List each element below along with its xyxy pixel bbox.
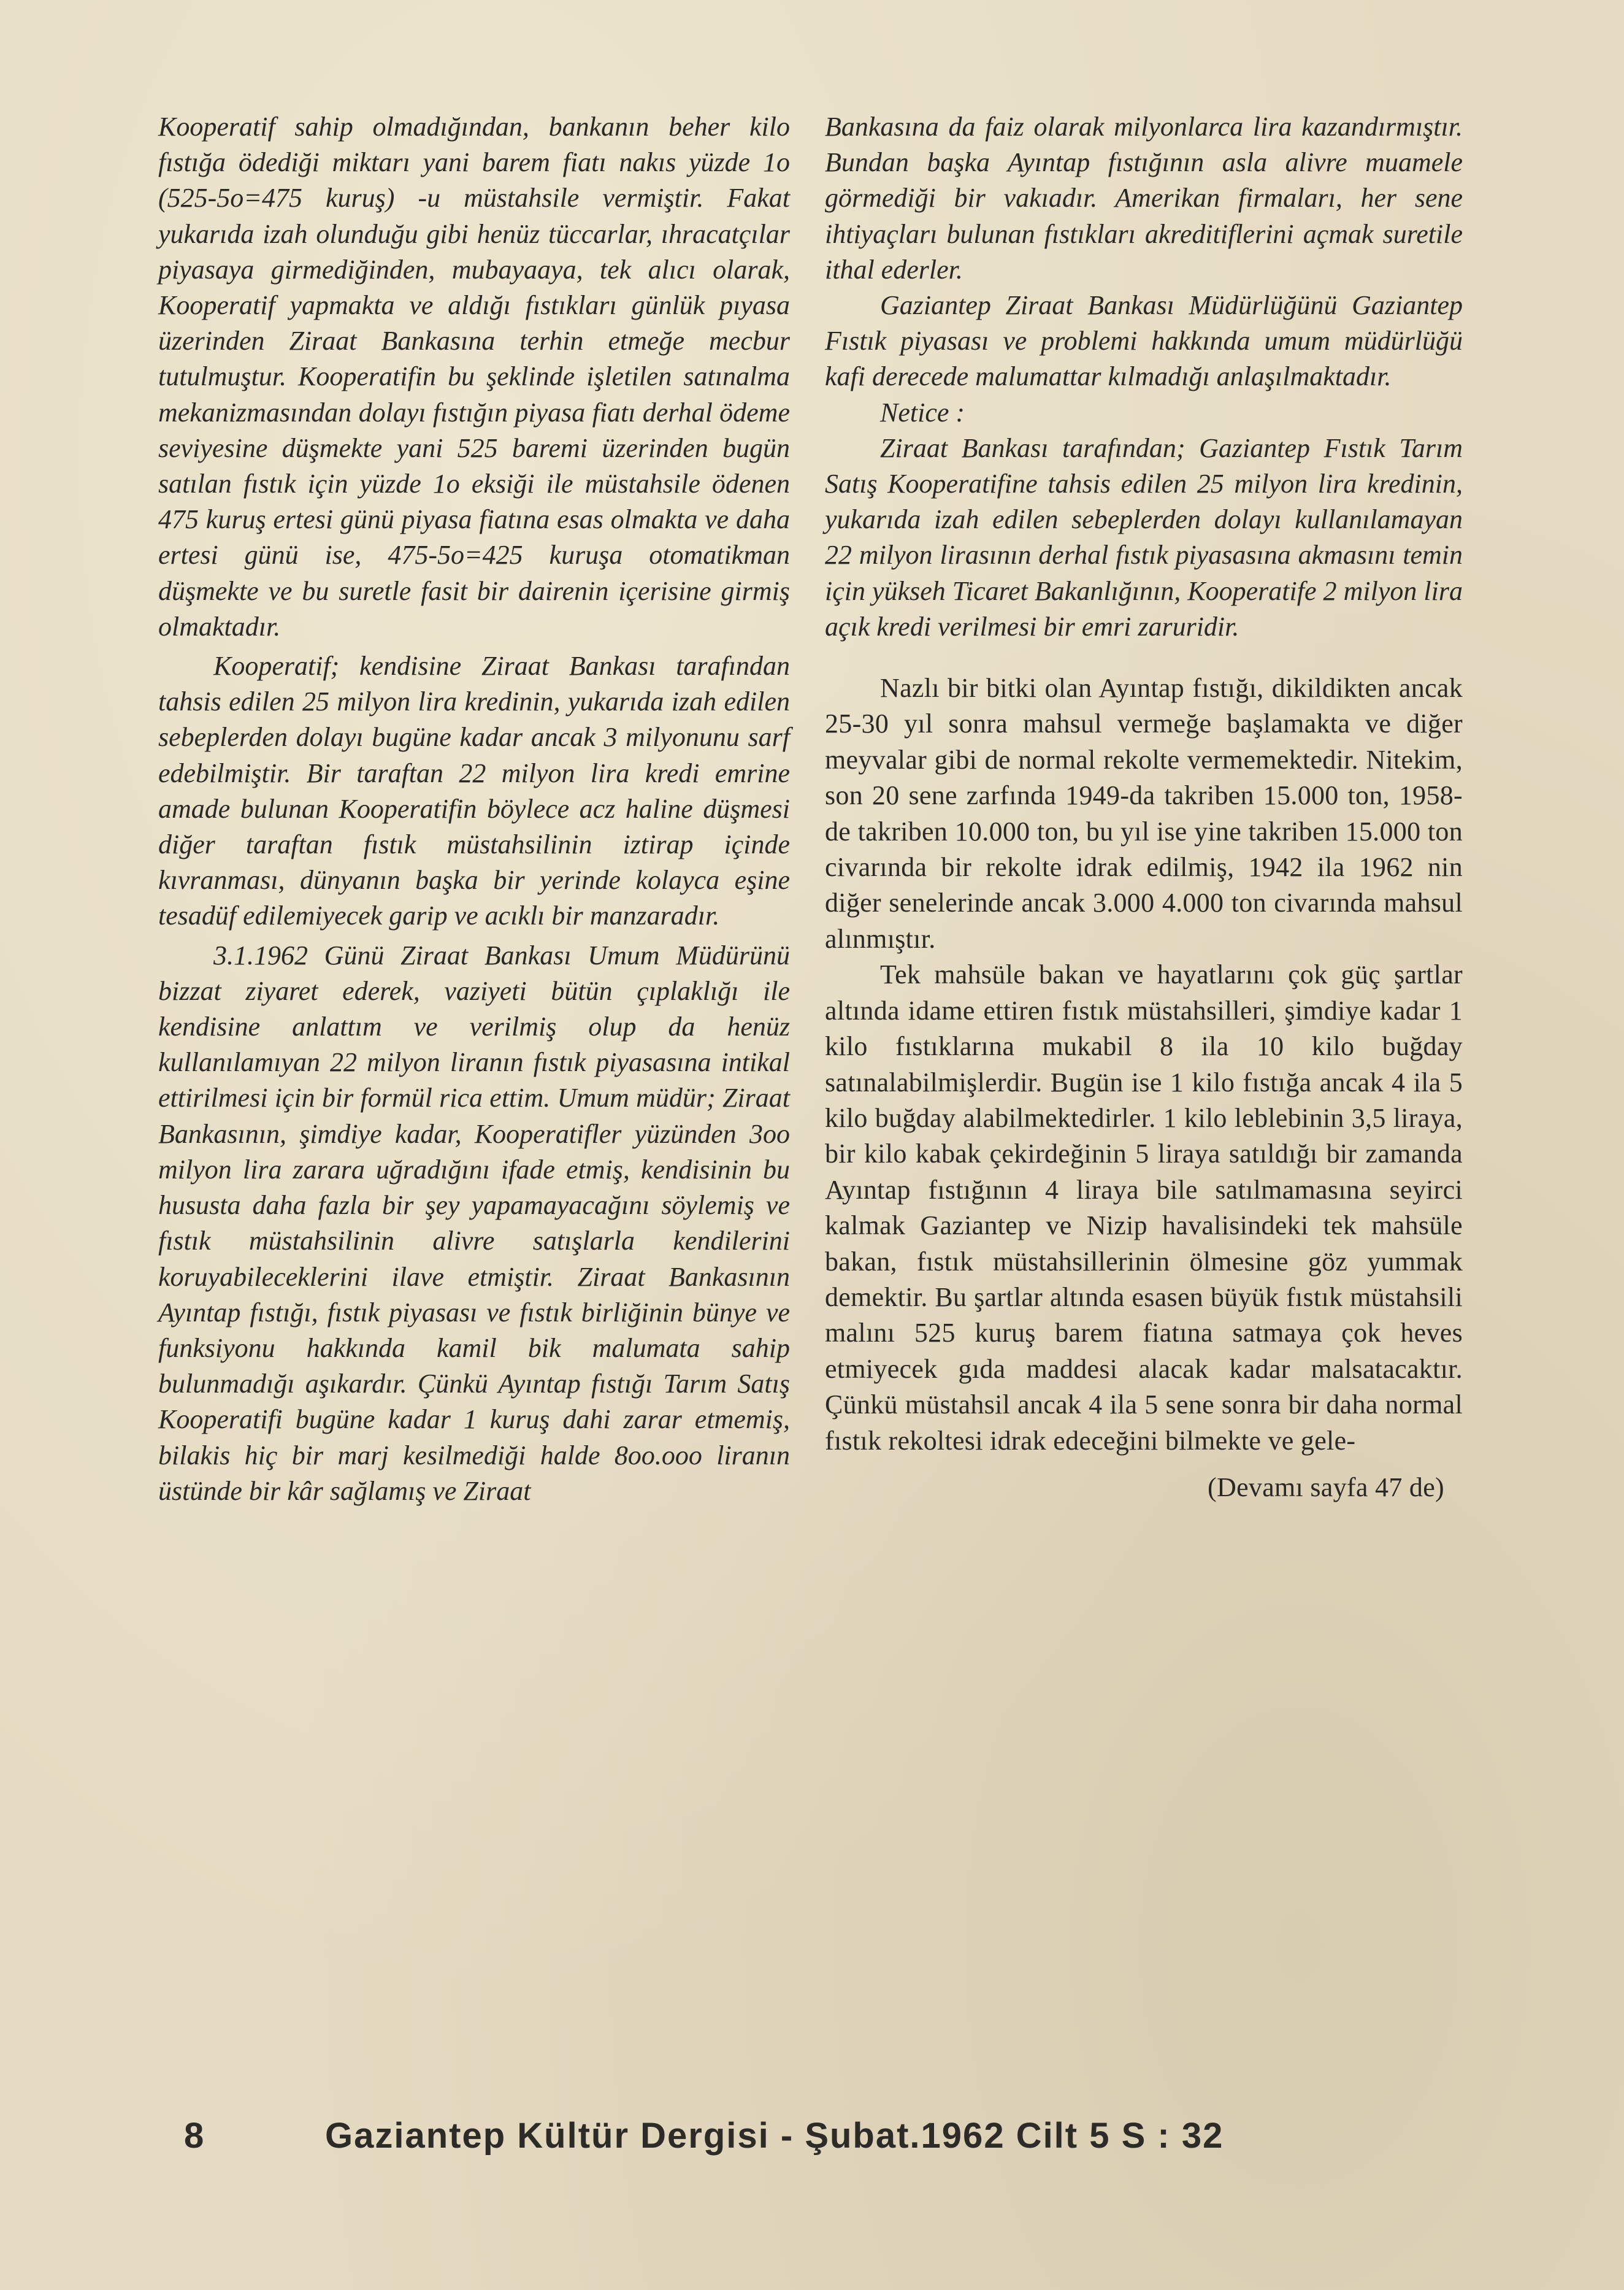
article-paragraph: Nazlı bir bitki olan Ayıntap fıstığı, dikildikten ancak 25-30 yıl sonra mahsul vermeğe başlamakta ve diğer meyvalar gibi de normal rekolte vermemektedir. Nitekim, son 20 sene zarfında 1949-da takriben 15.000 ton, 1958-de takriben 10.000 ton, bu yıl ise yine takriben 15.000 ton civarında bir rekolte idrak edilmiş, 1942 ila 1962 nin diğer senelerinde ancak 3.000 4.000 ton civarında mahsul alınmıştır. [825,673,1463,954]
conclusion-heading: Netice : [880,397,965,428]
article-paragraph: Tek mahsüle bakan ve hayatlarını çok güç şartlar altında idame ettiren fıstık müstahsilleri, şimdiye kadar 1 kilo fıstıklarına mukabil 8 ila 10 kilo buğday satınalabilmişlerdir. Bugün ise 1 kilo fıstığa ancak 4 ila 5 kilo buğday alabilmektedirler. 1 kilo leblebinin 3,5 liraya, bir kilo kabak çekirdeğinin 5 liraya satıldığı bir zamanda Ayıntap fıstığının 4 liraya bile satılmamasına seyirci kalmak Gaziantep ve Nizip havalisindeki tek mahsüle bakan, fıstık müstahsillerinin ölmesine göz yummak demektir. Bu şartlar altında esasen büyük fıstık müstahsili malını 525 kuruş barem fiatına satmaya çok heves etmiyecek gıda maddesi alacak kadar malsatacaktır. Çünkü müstahsil ancak 4 ila 5 sene sonra bir daha normal fıstık rekoltesi idrak edeceğini bilmekte ve gele- [825,959,1463,1456]
page-number: 8 [184,2116,205,2156]
article-paragraph: Kooperatif sahip olmadığından, bankanın beher kilo fıstığa ödediği miktarı yani barem fiatı nakıs yüzde 1o (525-5o=475 kuruş) -u müstahsile vermiştir. Fakat yukarıda izah olunduğu gibi henüz tüccarlar, ıhracatçılar piyasaya girmediğinden, mubayaaya, tek alıcı olarak, Kooperatif yapmakta ve aldığı fıstıkları günlük pıyasa üzerinden Ziraat Bankasına terhin etmeğe mecbur tutulmuştur. Kooperatifin bu şeklinde işletilen satınalma mekanizmasından dolayı fıstığın piyasa fiatı derhal ödeme seviyesine düşmekte yani 525 baremi üzerinden bugün satılan fıstık için yüzde 1o eksiği ile müstahsile ödenen 475 kuruş ertesi günü piyasa fiatına esas olmakta ve daha ertesi günü ise, 475-5o=425 kuruşa otomatikman düşmekte ve bu suretle fasit bir dairenin içerisine girmiş olmaktadır. [158,112,790,642]
left-column [158,109,790,1509]
footer-publication-info: Gaziantep Kültür Dergisi - Şubat.1962 Cilt 5 S : 32 [325,2116,1224,2156]
article-paragraph: Gaziantep Ziraat Bankası Müdürlüğünü Gaziantep Fıstık piyasası ve problemi hakkında umum müdürlüğü kafi derecede malumattar kılmadığı anlaşılmaktadır. [825,290,1463,392]
article-paragraph: Bankasına da faiz olarak milyonlarca lira kazandırmıştır. Bundan başka Ayıntap fıstığının asla alivre muamele görmediği bir vakıadır. Amerikan firmaları, her sene ihtiyaçları bulunan fıstıkları akreditiflerini açmak suretile ithal ederler. [825,112,1463,285]
conclusion-paragraph: Ziraat Bankası tarafından; Gaziantep Fıstık Tarım Satış Kooperatifine tahsis edilen 25 milyon lira kredinin, yukarıda izah edilen sebeplerden dolayı kullanılamayan 22 milyon lirasının derhal fıstık piyasasına akmasını temin için yükseh Ticaret Bakanlığının, Kooperatife 2 milyon lira açık kredi verilmesi bir emri zaruridir. [825,432,1463,642]
page-footer [184,2115,1460,2156]
article-paragraph: Kooperatif; kendisine Ziraat Bankası tarafından tahsis edilen 25 milyon lira kredinin, yukarıda izah edilen sebeplerden dolayı bugüne kadar ancak 3 milyonunu sarf edebilmiştir. Bir taraftan 22 milyon lira kredi emrine amade bulunan Kooperatifin böylece acz haline düşmesi diğer taraftan fıstık müstahsilinin iztirap içinde kıvranması, dünyanın başka bir yerinde kolayca eşine tesadüf edilemiyecek garip ve acıklı bir manzaradır. [158,651,790,931]
right-column [825,109,1463,1532]
article-paragraph: 3.1.1962 Günü Ziraat Bankası Umum Müdürünü bizzat ziyaret ederek, vaziyeti bütün çıplaklığı ile kendisine anlattım ve verilmiş olup da henüz kullanılamıyan 22 milyon liranın fıstık piyasasına intikal ettirilmesi için bir formül rica ettim. Umum müdür; Ziraat Bankasının, şimdiye kadar, Kooperatifler yüzünden 3oo milyon lira zarara uğradığını ifade etmiş, kendisinin bu hususta daha fazla bir şey yapamayacağını söylemiş ve fıstık müstahsilinin alivre satışlarla kendilerini koruyabileceklerini ilave etmiştir. Ziraat Bankasının Ayıntap fıstığı, fıstık piyasası ve fıstık birliğinin bünye ve funksiyonu hakkında kamil bik malumata sahip bulunmadığı aşıkardır. Çünkü Ayıntap fıstığı Tarım Satış Kooperatifi bugüne kadar 1 kuruş dahi zarar etmemiş, bilakis hiç bir marj kesilmediği halde 8oo.ooo liranın üstünde bir kâr sağlamış ve Ziraat [158,940,790,1506]
continued-note: (Devamı sayfa 47 de) [1208,1472,1444,1502]
